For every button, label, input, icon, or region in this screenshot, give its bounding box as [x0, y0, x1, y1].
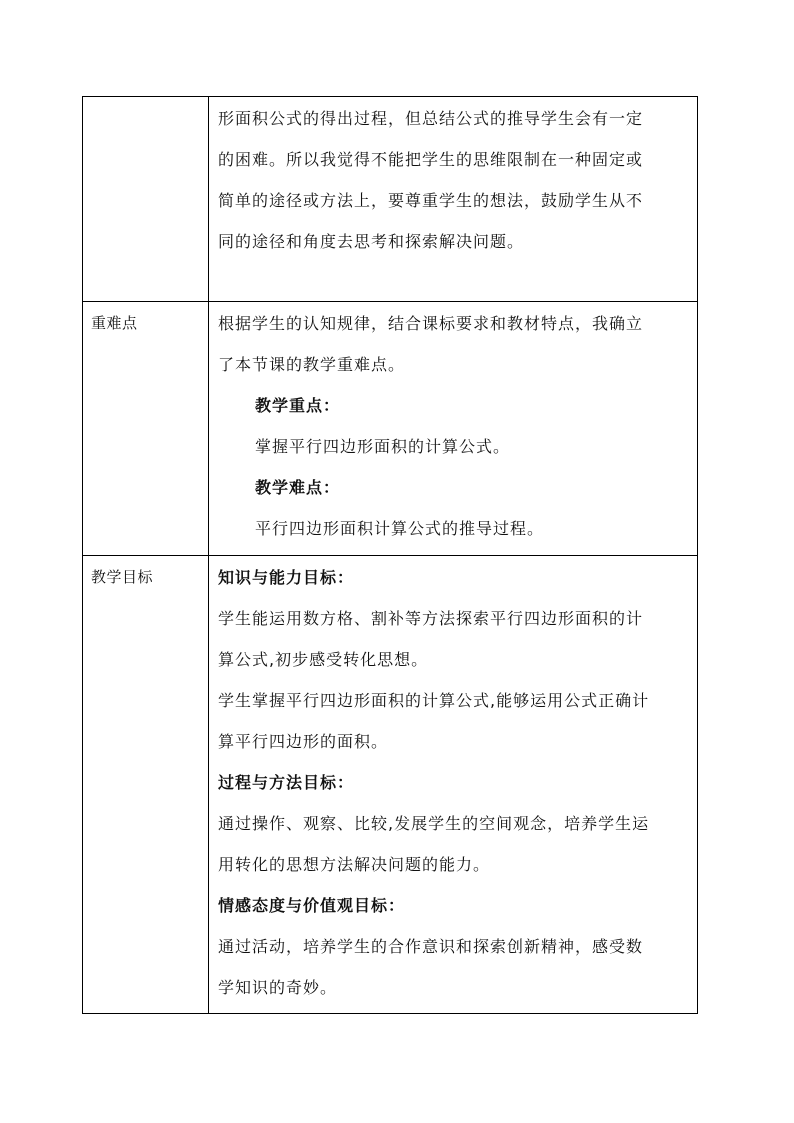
difficulty-heading: 教学难点：	[255, 478, 341, 497]
paragraph-line: 学知识的奇妙。	[218, 978, 338, 997]
paragraph-line: 学生能运用数方格、割补等方法探索平行四边形面积的计	[218, 609, 644, 628]
row-content-cell	[209, 556, 698, 1014]
paragraph-line: 简单的途径或方法上，要尊重学生的想法，鼓励学生从不	[218, 191, 644, 210]
paragraph-line: 形面积公式的得出过程，但总结公式的推导学生会有一定	[218, 109, 644, 128]
paragraph-line: 根据学生的认知规律，结合课标要求和教材特点，我确立	[218, 314, 644, 333]
paragraph-line: 通过操作、观察、比较,发展学生的空间观念，培养学生运	[218, 814, 650, 833]
row-label-cell-empty	[83, 97, 209, 302]
table-row-key-difficult-points	[83, 302, 698, 556]
paragraph-line: 同的途径和角度去思考和探索解决问题。	[218, 232, 525, 251]
process-objective-heading: 过程与方法目标：	[218, 773, 355, 792]
key-point-text: 掌握平行四边形面积的计算公式。	[255, 437, 511, 456]
row-label	[83, 97, 208, 108]
paragraph-line: 算平行四边形的面积。	[218, 732, 389, 751]
row-label-cell	[83, 556, 209, 1014]
paragraph-line: 算公式,初步感受转化思想。	[218, 650, 429, 669]
paragraph-line: 的困难。所以我觉得不能把学生的思维限制在一种固定或	[218, 150, 644, 169]
row-content-cell	[209, 97, 698, 302]
emotion-objective-heading: 情感态度与价值观目标：	[218, 896, 406, 915]
paragraph-line: 通过活动，培养学生的合作意识和探索创新精神，感受数	[218, 937, 644, 956]
row-label-objectives: 教学目标	[91, 568, 154, 586]
row-label-cell	[83, 302, 209, 556]
table-row-objectives	[83, 556, 698, 1014]
row-content-cell	[209, 302, 698, 556]
difficulty-text: 平行四边形面积计算公式的推导过程。	[255, 519, 545, 538]
paragraph-line: 用转化的思想方法解决问题的能力。	[218, 855, 491, 874]
knowledge-objective-heading: 知识与能力目标：	[218, 568, 355, 587]
lesson-plan-table	[82, 96, 698, 1014]
row-label-key-difficult: 重难点	[91, 314, 138, 332]
key-point-heading: 教学重点：	[255, 396, 341, 415]
paragraph-line: 了本节课的教学重难点。	[218, 355, 406, 374]
paragraph-line: 学生掌握平行四边形面积的计算公式,能够运用公式正确计	[218, 691, 650, 710]
table-row-analysis	[83, 97, 698, 302]
